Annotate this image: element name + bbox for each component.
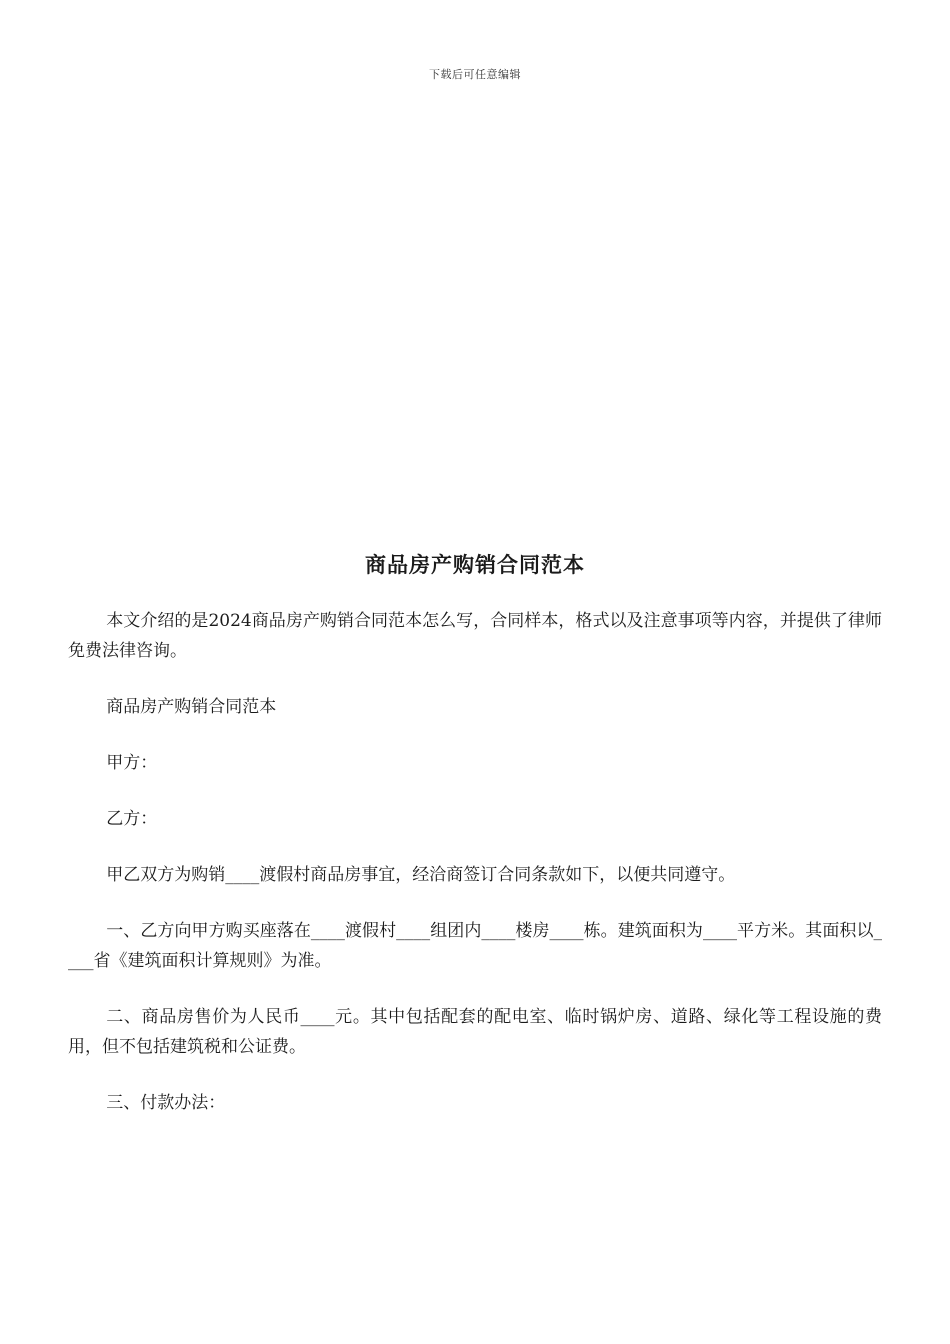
paragraph-intro: 本文介绍的是2024商品房产购销合同范本怎么写，合同样本，格式以及注意事项等内容，并提供了律师免费法律咨询。 <box>68 611 882 661</box>
paragraph-clause-1: 一、乙方向甲方购买座落在____渡假村____组团内____楼房____栋。建筑面积为____平方米。其面积以____省《建筑面积计算规则》为准。 <box>68 921 882 971</box>
header-note: 下载后可任意编辑 <box>429 68 521 81</box>
paragraph-clause-3: 三、付款办法： <box>106 1093 226 1113</box>
document-title: 商品房产购销合同范本 <box>365 552 585 577</box>
paragraph-clause-2: 二、商品房售价为人民币____元。其中包括配套的配电室、临时锅炉房、道路、绿化等工程设施的费用，但不包括建筑税和公证费。 <box>68 1007 882 1057</box>
paragraph-contract-name: 商品房产购销合同范本 <box>106 697 277 717</box>
paragraph-party-b: 乙方： <box>106 809 158 829</box>
paragraph-party-a: 甲方： <box>106 753 158 773</box>
paragraph-preamble: 甲乙双方为购销____渡假村商品房事宜，经洽商签订合同条款如下，以便共同遵守。 <box>106 865 736 885</box>
document-body <box>68 548 882 1144</box>
